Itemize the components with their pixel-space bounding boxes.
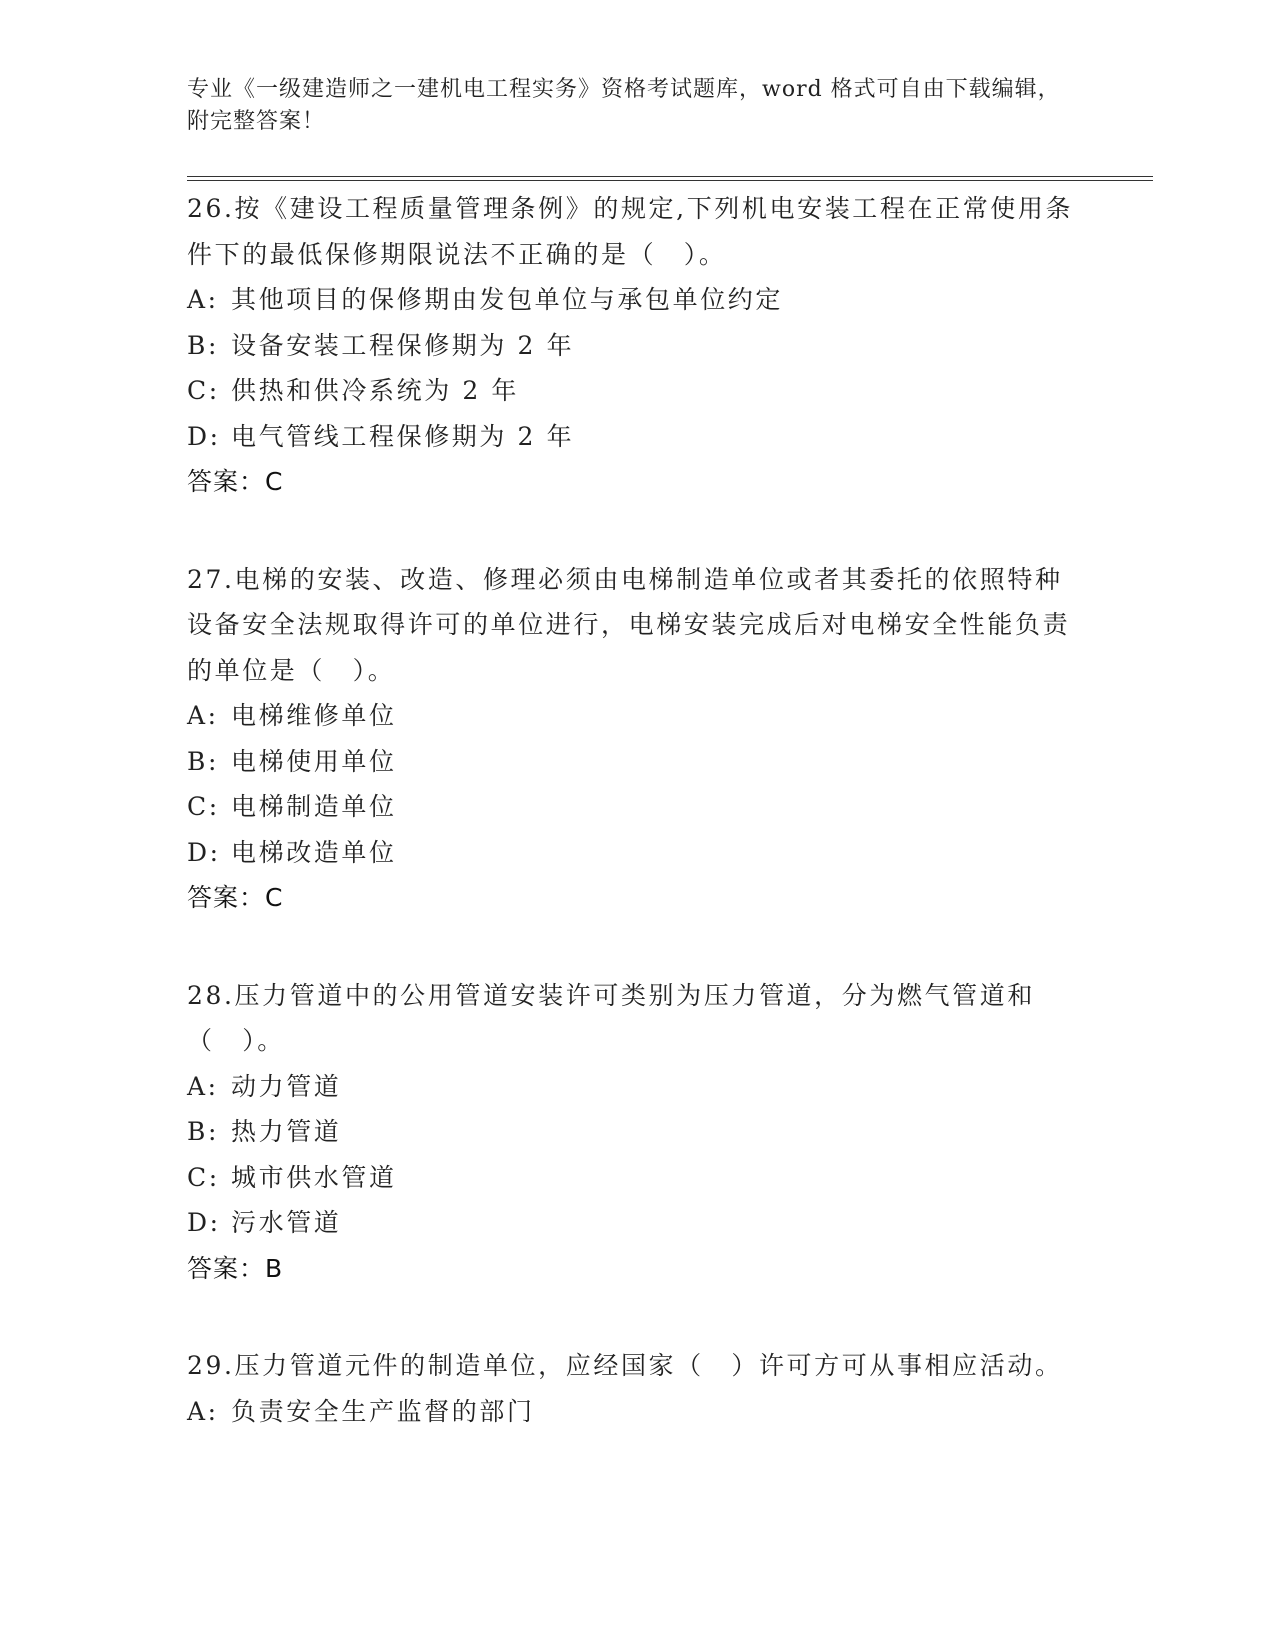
header-divider-top [187, 176, 1153, 177]
option-text: 供热和供冷系统为 2 年 [231, 376, 520, 405]
option-letter: B: [187, 746, 219, 776]
option-text: 电梯使用单位 [231, 746, 397, 776]
option-d [187, 414, 1087, 460]
option-a [187, 693, 1087, 739]
option-letter: A: [187, 701, 219, 730]
option-text: 热力管道 [231, 1117, 342, 1146]
question-28 [187, 973, 1087, 1292]
option-a [187, 1064, 1087, 1110]
option-text: 设备安装工程保修期为 2 年 [231, 330, 575, 360]
document-header: 专业《一级建造师之一建机电工程实务》资格考试题库，word 格式可自由下载编辑，附完整答案！ [187, 77, 1061, 134]
option-text: 电气管线工程保修期为 2 年 [231, 421, 575, 451]
option-text: 城市供水管道 [231, 1162, 397, 1192]
option-letter: B: [187, 1117, 219, 1146]
option-b [187, 739, 1087, 785]
option-letter: C: [187, 792, 220, 821]
answer-line: 答案：B [187, 1253, 284, 1283]
option-letter: A: [187, 1396, 219, 1426]
question-stem: 26.按《建设工程质量管理条例》的规定,下列机电安装工程在正常使用条件下的最低保修期限说法不正确的是（ ）。 [187, 194, 1074, 269]
option-c [187, 784, 1087, 830]
option-text: 电梯改造单位 [231, 837, 397, 867]
option-letter: D: [187, 837, 221, 867]
question-stem: 27.电梯的安装、改造、修理必须由电梯制造单位或者其委托的依照特种设备安全法规取得许可的单位进行，电梯安装完成后对电梯安全性能负责的单位是（ ）。 [187, 564, 1071, 685]
answer-line: 答案：C [187, 467, 284, 496]
option-letter: D: [187, 421, 221, 451]
option-letter: A: [187, 1071, 219, 1101]
question-29 [187, 1343, 1087, 1434]
question-26 [187, 186, 1087, 505]
option-b [187, 1109, 1087, 1155]
option-letter: C: [187, 1162, 220, 1192]
option-letter: A: [187, 285, 219, 314]
option-letter: B: [187, 330, 219, 360]
option-text: 电梯维修单位 [231, 701, 397, 730]
option-letter: D: [187, 1208, 221, 1237]
question-stem: 29.压力管道元件的制造单位，应经国家（ ）许可方可从事相应活动。 [187, 1351, 1063, 1380]
option-text: 负责安全生产监督的部门 [231, 1396, 535, 1426]
header-divider-bottom [187, 180, 1153, 181]
option-d [187, 1200, 1087, 1246]
option-c [187, 1155, 1087, 1201]
option-text: 动力管道 [231, 1071, 342, 1101]
question-list [187, 186, 1087, 1486]
option-text: 电梯制造单位 [231, 792, 397, 821]
answer-line: 答案：C [187, 883, 284, 912]
option-a [187, 277, 1087, 323]
question-stem: 28.压力管道中的公用管道安装许可类别为压力管道，分为燃气管道和（ ）。 [187, 980, 1035, 1055]
option-text: 其他项目的保修期由发包单位与承包单位约定 [231, 285, 784, 314]
option-c [187, 368, 1087, 414]
option-letter: C: [187, 376, 220, 405]
option-d [187, 830, 1087, 876]
question-27 [187, 557, 1087, 921]
option-b [187, 323, 1087, 369]
option-a [187, 1389, 1087, 1435]
option-text: 污水管道 [231, 1208, 342, 1237]
